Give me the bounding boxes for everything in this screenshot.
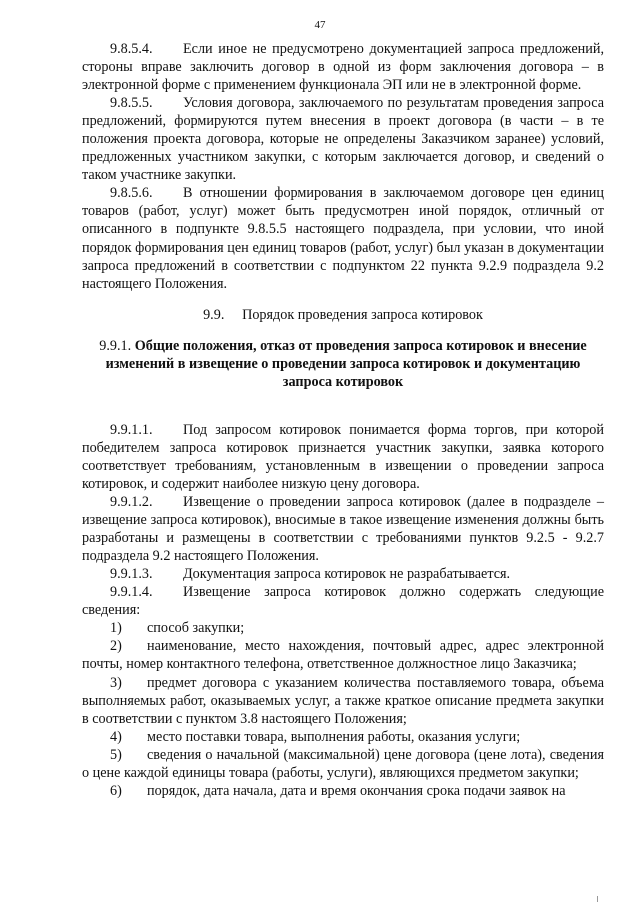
clause-text: В отношении формирования в заключаемом договоре цен единиц товаров (работ, услуг) может быть предусмотрен иной порядок, отличный от описанного в подпункте 9.8.5.5 настоящего подраздела, при условии, что иной порядок формирования цен единиц товаров (работ, услуг) был указан в документации запроса предложений в соответствии с подпунктом 22 пункта 9.2.9 подраздела 9.2 настоящего Положения. [82, 185, 604, 292]
subsection-title [82, 306, 604, 324]
list-item-number: 1) [110, 620, 122, 637]
clause-number: 9.8.5.4. [110, 41, 153, 57]
list-item-number: 2) [110, 638, 122, 655]
paragraph-9-9-1-1 [82, 421, 604, 493]
heading-number: 9.9.1. [99, 337, 132, 354]
list-item-text: порядок, дата начала, дата и время окончания срока подачи заявок на [147, 782, 566, 799]
list-item-text: сведения о начальной (максимальной) цене договора (цене лота), сведения о цене каждой единицы товара (работы, услуги), являющихся предметом закупки; [82, 746, 604, 781]
page-number: 47 [314, 19, 326, 31]
subsection-number: 9.9. [203, 306, 225, 323]
clause-number: 9.8.5.5. [110, 95, 153, 112]
paragraph-9-9-1-2 [82, 493, 604, 565]
list-item [82, 674, 604, 728]
list-item-text: способ закупки; [147, 620, 245, 637]
paragraph-9-8-5-5 [82, 94, 604, 184]
list-item-text: наименование, место нахождения, почтовый адрес, адрес электронной почты, номер контактного телефона, ответственное должностное лицо Заказчика; [82, 638, 604, 673]
list-item [82, 637, 604, 673]
heading-title: Общие положения, отказ от проведения запроса котировок и внесение изменений в извещение о проведении запроса котировок и документацию запроса котировок [105, 337, 587, 390]
list-item-number: 6) [110, 782, 122, 799]
clause-number: 9.8.5.6. [110, 185, 153, 202]
scan-mark [597, 896, 598, 902]
clause-text: Если иное не предусмотрено документацией запроса предложений, стороны вправе заключить договор в одной из форм заключения договора – в электронной форме с применением функционала ЭП или не в электронной форме. [82, 41, 604, 94]
paragraph-9-8-5-6 [82, 184, 604, 292]
clause-number: 9.9.1.3. [110, 566, 153, 583]
clause-text: Извещение запроса котировок должно содержать следующие сведения: [82, 584, 604, 619]
list-item [82, 746, 604, 782]
list-item-number: 4) [110, 728, 122, 745]
clause-text: Условия договора, заключаемого по результатам проведения запроса предложений, формируются путем внесения в проект договора (в части – в те положения проекта договора, которые не определены Заказчиком заранее) условий, предложенных участником закупки, с которым заключается договор, и сведений о таком участнике закупки. [82, 95, 604, 184]
list-item-number: 5) [110, 746, 122, 763]
paragraph-9-8-5-4 [82, 40, 604, 94]
document-body [82, 40, 604, 800]
list-item [82, 782, 604, 800]
clause-text: Документация запроса котировок не разрабатывается. [183, 566, 511, 583]
list-item-text: предмет договора с указанием количества поставляемого товара, объема выполняемых работ, оказываемых услуг, а также краткое описание предмета закупки в соответствии с пунктом 3.8 настоящего Положения; [82, 674, 604, 727]
paragraph-9-9-1-4 [82, 583, 604, 619]
list-item-number: 3) [110, 674, 122, 691]
clause-number: 9.9.1.1. [110, 421, 153, 438]
clause-number: 9.9.1.4. [110, 584, 153, 601]
list-item-text: место поставки товара, выполнения работы, оказания услуги; [147, 728, 521, 745]
paragraph-9-9-1-3 [82, 565, 604, 583]
subsection-title-text: Порядок проведения запроса котировок [242, 306, 483, 323]
clause-number: 9.9.1.2. [110, 494, 153, 511]
list-item [82, 619, 604, 637]
list-item [82, 728, 604, 746]
clause-text: Извещение о проведении запроса котировок (далее в подразделе – извещение запроса котировок), вносимые в такое извещение изменения должны быть разработаны и размещены в соответствии с требованиями пунктов 9.2.5 - 9.2.7 подраздела 9.2 настоящего Положения. [82, 494, 604, 565]
section-heading [82, 337, 604, 391]
clause-text: Под запросом котировок понимается форма торгов, при которой победителем запроса котировок признается участник закупки, заявка которого соответствует требованиям, установленным в извещении о проведении запроса котировок, и содержит наиболее низкую цену договора. [82, 421, 604, 492]
